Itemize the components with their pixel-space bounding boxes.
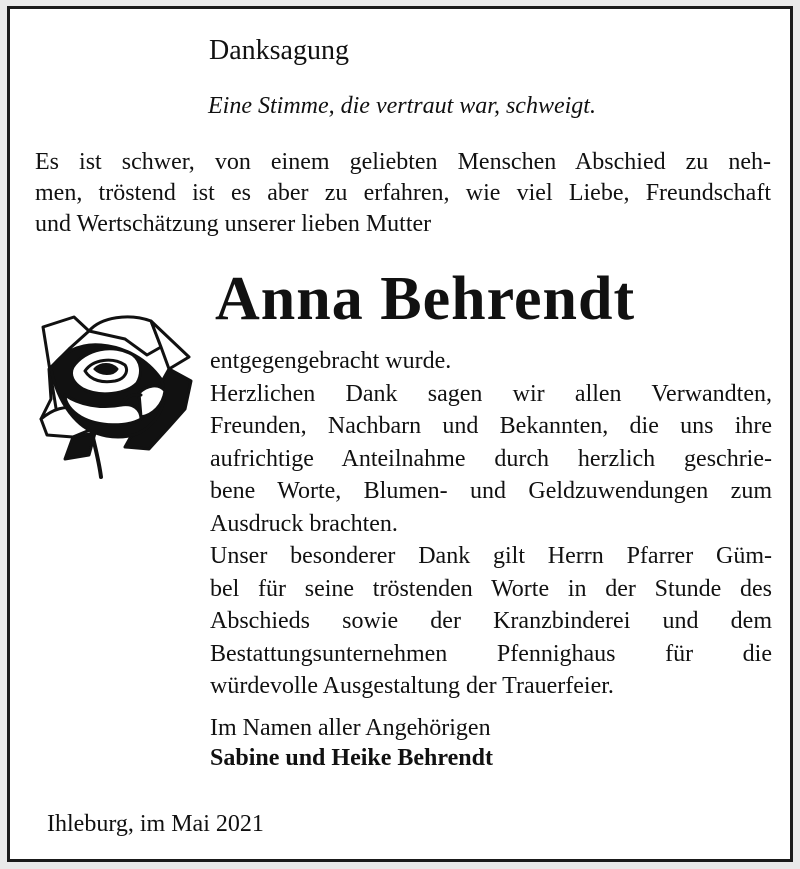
intro-line: Es ist schwer, von einem geliebten Menschen Abschied zu neh- [35,149,771,175]
intro-line: und Wertschätzung unserer lieben Mutter [35,211,432,237]
intro-text [35,147,771,240]
body-line: würdevolle Ausgestaltung der Trauerfeier. [210,673,614,699]
closing-line: Im Namen aller Angehörigen [210,715,491,741]
body-text [210,345,772,703]
body-line: Freunden, Nachbarn und Bekannten, die uns ihre [210,413,772,439]
motto: Eine Stimme, die vertraut war, schweigt. [208,93,596,119]
body-line: Ausdruck brachten. [210,510,398,537]
heading: Danksagung [209,35,349,66]
body-line: entgegengebracht wurde. [210,348,452,374]
obituary-card [7,6,793,862]
body-line: Bestattungsunternehmen Pfennighaus für die [210,640,772,667]
signature: Sabine und Heike Behrendt [210,745,493,771]
intro-line: men, tröstend ist es aber zu erfahren, wie viel Liebe, Freundschaft [35,180,771,206]
deceased-name: Anna Behrendt [215,265,636,333]
body-line: bene Worte, Blumen- und Geldzuwendungen zum [210,478,772,504]
body-line: bel für seine tröstenden Worte in der Stunde des [210,575,772,602]
body-line: Herzlichen Dank sagen wir allen Verwandten, [210,380,772,407]
rose-icon [29,309,194,481]
body-line: Abschieds sowie der Kranzbinderei und dem [210,608,772,634]
body-line: Unser besonderer Dank gilt Herrn Pfarrer Güm- [210,543,772,569]
place-date: Ihleburg, im Mai 2021 [47,811,264,837]
body-line: aufrichtige Anteilnahme durch herzlich geschrie- [210,445,772,472]
